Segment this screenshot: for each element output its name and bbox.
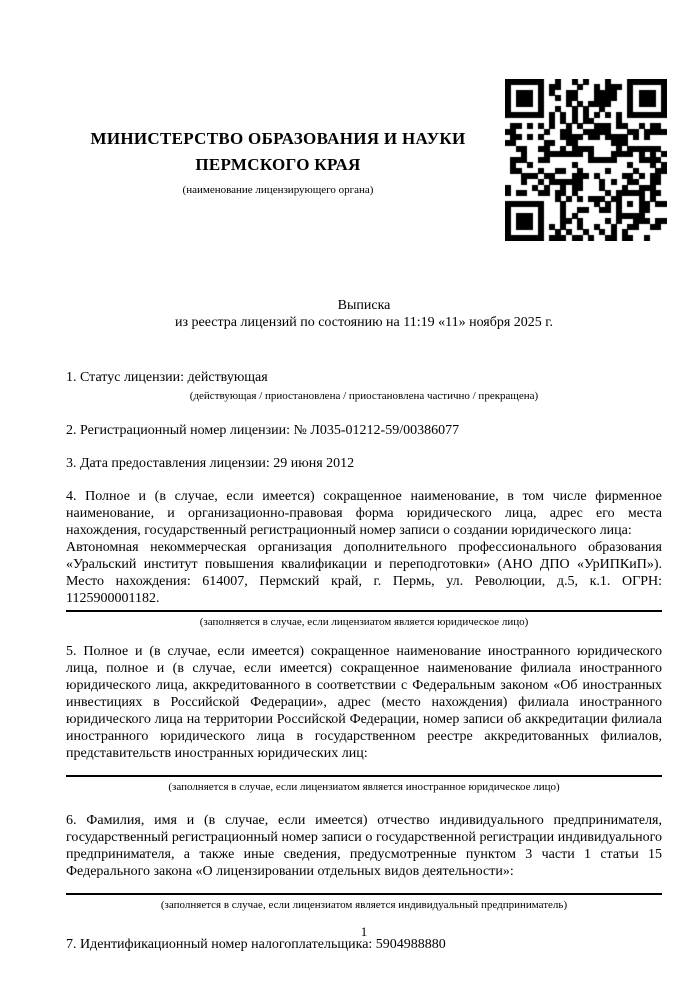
title-line2: из реестра лицензий по состоянию на 11:19 «11» ноября 2025 г. [175, 315, 553, 330]
legal-entity-caption: (заполняется в случае, если лицензиатом является юридическое лицо) [199, 616, 529, 628]
item-grant-date [66, 455, 662, 472]
foreign-entity-caption: (заполняется в случае, если лицензиатом является иностранное юридическое лицо) [168, 781, 560, 793]
grant-date-text: 3. Дата предоставления лицензии: 29 июня 2012 [66, 456, 355, 471]
item-registration-number [66, 422, 662, 439]
license-status-caption: (действующая / приостановлена / приостановлена частично / прекращена) [189, 390, 539, 402]
item-legal-entity [66, 488, 662, 629]
item-license-status [66, 369, 662, 403]
ministry-name-line2: ПЕРМСКОГО КРАЯ [195, 155, 361, 174]
individual-entrepreneur-underline [66, 893, 662, 895]
title-line1: Выписка [337, 298, 391, 313]
legal-entity-heading: 4. Полное и (в случае, если имеется) сокращенное наименование, в том числе фирменное наименование, и организационно-правовая форма юридического лица, адрес его места нахождения, государственный регистрационный номер записи о создании юридического лица: [66, 489, 662, 538]
license-status-text: 1. Статус лицензии: действующая [66, 370, 268, 385]
licensing-authority-header [66, 126, 490, 197]
foreign-entity-heading: 5. Полное и (в случае, если имеется) сокращенное наименование иностранного юридического лица, полное и (в случае, если имеется) сокращенное наименование филиала иностранного юридического лица, аккредитованного в соответствии с Федеральным законом «Об иностранных инвестициях в Российской Федерации», адрес (место нахождения) филиала иностранного юридического лица на территории Российской Федерации, номер записи об аккредитации филиала иностранного юридического лица в государственном реестре аккредитованных филиалов, представительств иностранных юридических лиц: [66, 644, 662, 761]
item-foreign-entity [66, 643, 662, 794]
ministry-name-line1: МИНИСТЕРСТВО ОБРАЗОВАНИЯ И НАУКИ [90, 129, 466, 148]
taxpayer-id-text: 7. Идентификационный номер налогоплательщика: 5904988880 [66, 937, 446, 952]
individual-entrepreneur-caption: (заполняется в случае, если лицензиатом является индивидуальный предприниматель) [160, 899, 568, 911]
document-content [66, 0, 662, 953]
individual-entrepreneur-heading: 6. Фамилия, имя и (в случае, если имеется) отчество индивидуального предпринимателя, государственный регистрационный номер записи о государственной регистрации индивидуального предпринимателя, а также иные сведения, предусмотренные пунктом 3 части 1 статьи 15 Федерального закона «О лицензировании отдельных видов деятельности»: [66, 813, 662, 879]
registration-number-text: 2. Регистрационный номер лицензии: № Л035-01212-59/00386077 [66, 423, 460, 438]
ministry-caption: (наименование лицензирующего органа) [182, 184, 374, 196]
foreign-entity-underline [66, 775, 662, 777]
legal-entity-underline [66, 610, 662, 612]
legal-entity-value: Автономная некоммерческая организация дополнительного профессионального образования «Уральский институт повышения квалификации и переподготовки» (АНО ДПО «УрИПКиП»). Место нахождения: 614007, Пермский край, г. Пермь, ул. Революции, д.5, к.1. ОГРН: 1125900001182. [66, 540, 662, 606]
item-individual-entrepreneur [66, 812, 662, 912]
document-title [66, 297, 662, 331]
page-number: 1 [360, 924, 368, 939]
